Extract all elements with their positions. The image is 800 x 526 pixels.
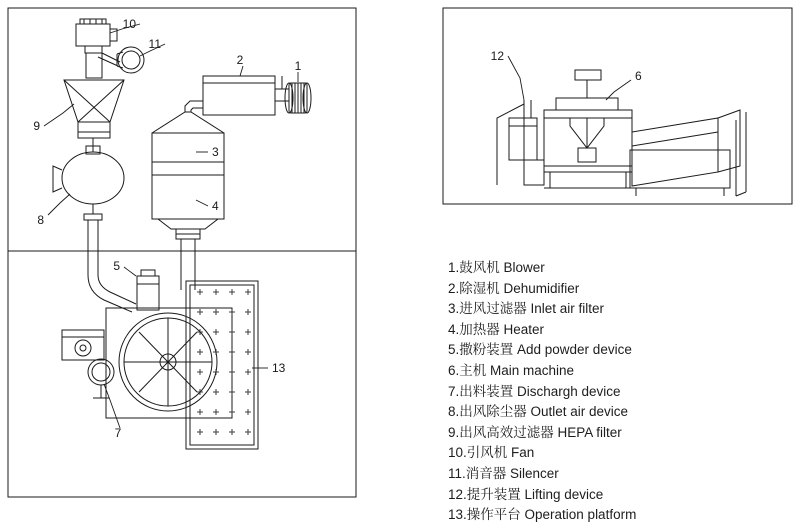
operation-platform-13 <box>186 281 258 449</box>
legend-item-5: 5.撒粉装置 Add powder device <box>448 342 632 358</box>
legend-item-11: 11.消音器 Silencer <box>448 465 559 481</box>
right-frame-structure <box>630 110 746 196</box>
panel-frame-lower-left <box>8 251 356 497</box>
panel-frame-upper-left <box>8 8 356 251</box>
callout-3: 3 <box>212 145 219 159</box>
callout-4: 4 <box>212 199 219 213</box>
legend-item-3: 3.进风过滤器 Inlet air filter <box>448 301 605 317</box>
legend-list <box>448 258 778 526</box>
main-machine-drum <box>106 308 232 418</box>
add-powder-device-5 <box>137 270 159 310</box>
silencer-unit-11 <box>117 47 144 73</box>
legend-item-8: 8.出风除尘器 Outlet air device <box>448 404 629 420</box>
legend-item-9: 9.出风高效过滤器 HEPA filter <box>448 424 622 440</box>
legend-item-7: 7.出料装置 Dischargh device <box>448 383 621 399</box>
callout-12: 12 <box>490 49 504 63</box>
legend-item-2: 2.除湿机 Dehumidifier <box>448 280 580 296</box>
callout-6: 6 <box>635 69 642 83</box>
outlet-air-device-8 <box>53 138 124 220</box>
legend-item-6: 6.主机 Main machine <box>448 362 575 378</box>
legend-item-1: 1.鼓风机 Blower <box>448 260 545 275</box>
callout-7: 7 <box>114 426 122 440</box>
duct-down-right <box>181 239 195 251</box>
dehumidifier-unit-2 <box>203 76 289 115</box>
callout-2: 2 <box>236 53 244 67</box>
callout-8: 8 <box>37 213 44 227</box>
callout-5: 5 <box>113 259 120 273</box>
legend-item-13: 13.操作平台 Operation platform <box>448 507 637 523</box>
fan-unit-10 <box>76 19 117 53</box>
main-machine-unit-6 <box>544 70 632 188</box>
fan-to-silencer-duct-2 <box>98 57 118 66</box>
callout-1: 1 <box>294 59 302 73</box>
inlet-air-filter-unit-1 <box>285 83 311 113</box>
callout-10: 10 <box>122 17 136 31</box>
callout-13: 13 <box>272 361 286 375</box>
duct-continuation <box>88 251 195 312</box>
callout-9: 9 <box>33 119 40 133</box>
lifting-device-12 <box>497 100 544 185</box>
legend-item-4: 4.加热器 Heater <box>448 321 545 337</box>
duct-down-left <box>88 220 98 251</box>
legend-item-12: 12.提升装置 Lifting device <box>448 486 604 502</box>
hepa-filter-unit-9 <box>64 53 124 138</box>
heater-tank-unit-3-4 <box>152 101 224 239</box>
callout-11: 11 <box>148 37 161 51</box>
legend-item-10: 10.引风机 Fan <box>448 445 535 461</box>
